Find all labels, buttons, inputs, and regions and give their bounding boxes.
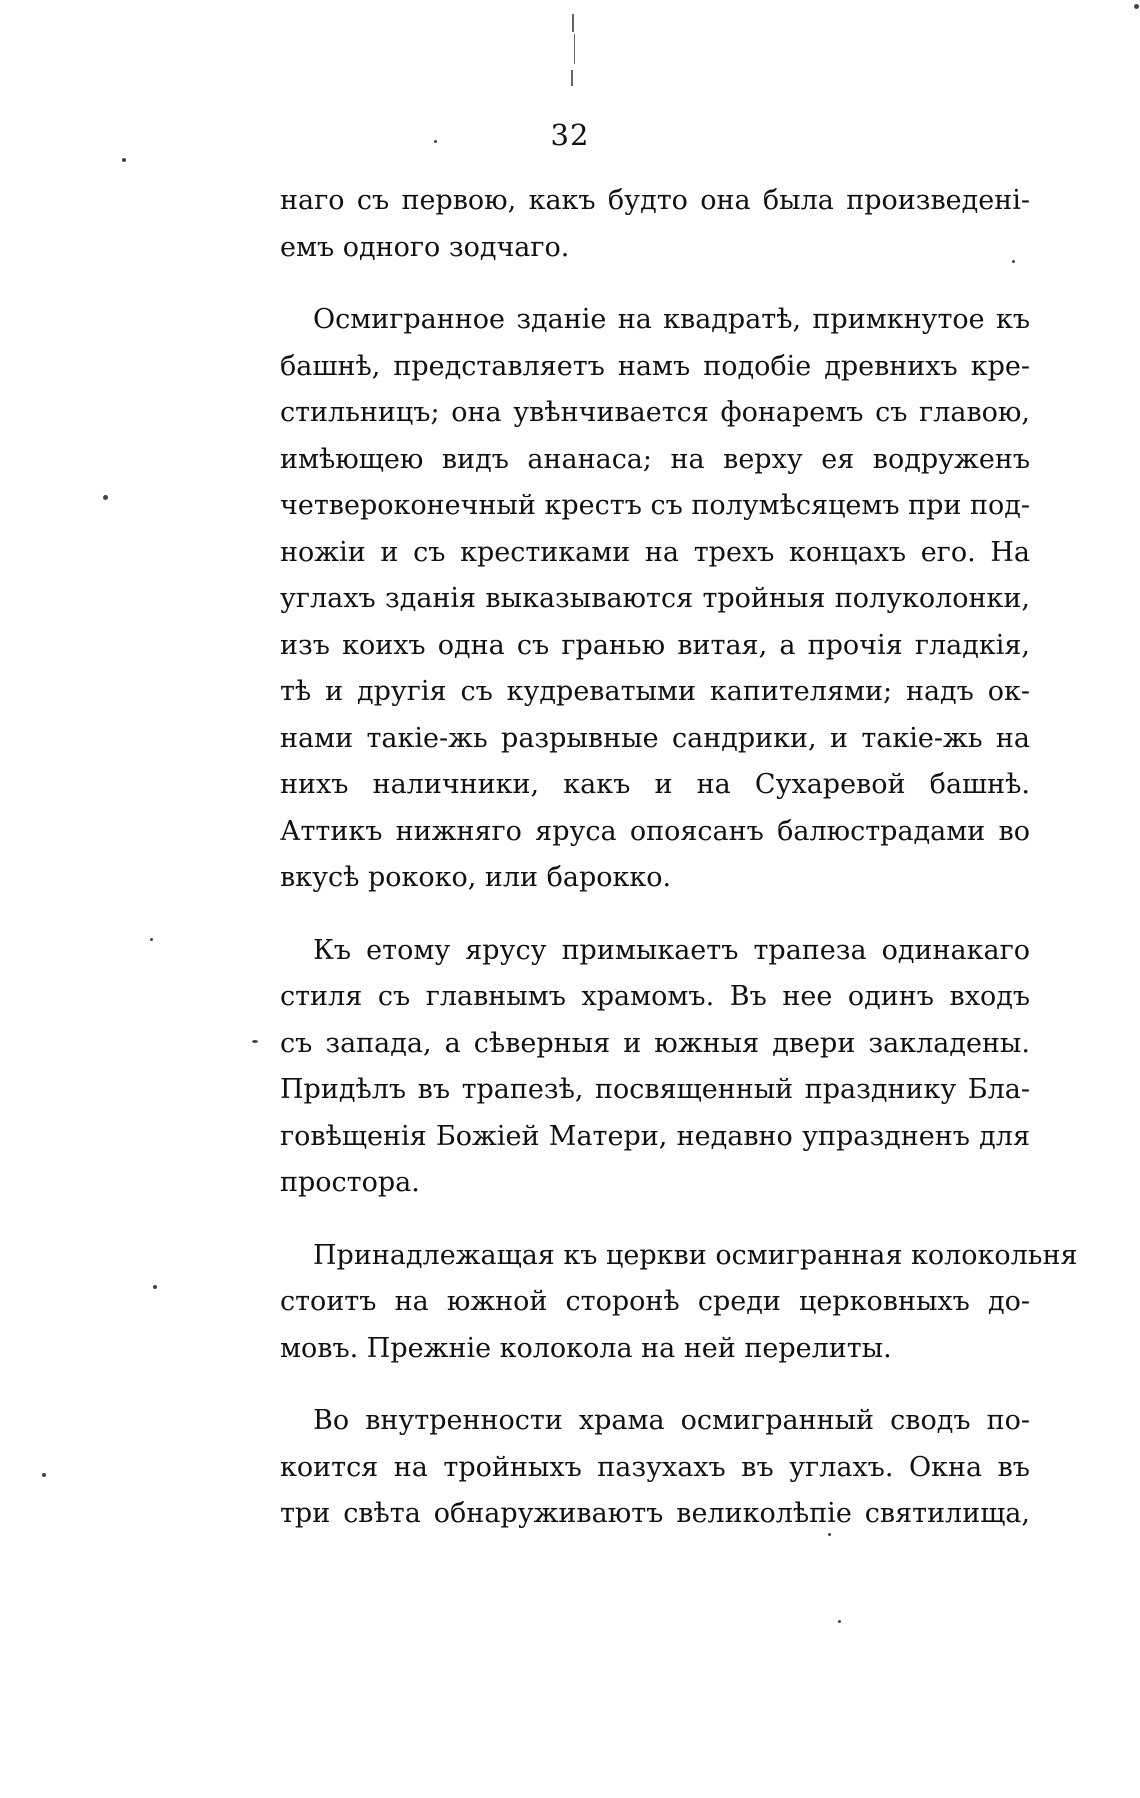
text-line: стиля съ главнымъ храмомъ. Въ нее одинъ входъ	[280, 981, 1030, 1012]
text-line: Аттикъ нижняго яруса опоясанъ балюстрадами во	[280, 815, 1030, 847]
scan-speck	[838, 1620, 841, 1623]
text-line: ножіи и съ крестиками на трехъ концахъ его. На	[280, 536, 1030, 568]
scan-speck	[103, 495, 108, 500]
scan-speck	[150, 938, 153, 941]
scan-speck	[42, 1473, 46, 1477]
scan-speck	[122, 158, 126, 162]
text-line: мовъ. Прежніе колокола на ней перелиты.	[280, 1332, 892, 1364]
scan-artifact	[574, 34, 575, 64]
scan-speck	[1012, 260, 1015, 263]
scan-artifact	[572, 14, 574, 32]
page-number: 32	[550, 118, 590, 152]
text-line: вкусѣ рококо, или барокко.	[280, 862, 672, 893]
text-line: Придѣлъ въ трапезѣ, посвященный празднику Бла-	[280, 1074, 1030, 1105]
text-line: съ запада, а сѣверныя и южныя двери заклaдены.	[280, 1027, 1030, 1059]
text-line: Во внутренности храма осмигранный сводъ по-	[313, 1405, 1030, 1436]
paragraph-2	[280, 297, 1030, 902]
text-line: три свѣта обнаруживаютъ великолѣпіе святилища,	[280, 1498, 1030, 1529]
page-text	[280, 178, 1078, 1564]
scan-artifact	[571, 70, 573, 86]
text-line: коится на тройныхъ пазухахъ въ углахъ. Окна въ	[280, 1451, 1030, 1483]
text-line: изъ коихъ одна съ гранью витая, а прочія гладкія,	[280, 629, 1030, 661]
scan-speck	[434, 140, 437, 143]
text-line: четвероконечный крестъ съ полумѣсяцемъ при под-	[280, 490, 1031, 521]
paragraph-3	[280, 928, 1030, 1207]
text-line: имѣющею видъ ананаса; на верху ея водруженъ	[280, 443, 1030, 475]
text-line: углахъ зданія выказываются тройныя полуколонки,	[280, 583, 1030, 614]
text-line: Къ етому ярусу примыкаетъ трапеза одинакаго	[313, 934, 1030, 966]
text-line: Осмигранное зданіе на квадратѣ, примкнутое къ	[313, 304, 1030, 335]
text-line: наго съ первою, какъ будто она была произведені-	[280, 185, 1030, 216]
scan-speck	[252, 1040, 258, 1043]
text-line: башнѣ, представляетъ намъ подобіе древнихъ кре-	[280, 350, 1030, 382]
text-line: простора.	[280, 1167, 420, 1198]
paragraph-1	[280, 178, 1030, 271]
scan-speck	[828, 1533, 831, 1536]
text-line: стильницъ; она увѣнчивается фонаремъ съ главою,	[280, 397, 1030, 428]
text-line: Принадлежащая къ церкви осмигранная колокольня	[313, 1239, 1078, 1271]
scan-speck	[1134, 4, 1139, 9]
paragraph-4	[280, 1233, 1078, 1373]
paragraph-5	[280, 1398, 1030, 1538]
text-line: емъ одного зодчаго.	[280, 231, 570, 263]
text-line: говѣщенія Божіей Матери, недавно упразднeнъ для	[280, 1120, 1030, 1152]
scan-speck	[153, 1285, 157, 1289]
text-line: нами такіе-жь разрывные сандрики, и такіе-жь на	[280, 722, 1030, 754]
text-line: тѣ и другія съ кудреватыми капителями; надъ ок-	[280, 676, 1030, 707]
text-line: стоитъ на южной сторонѣ среди церковныхъ до-	[280, 1286, 1030, 1317]
text-line: нихъ наличники, какъ и на Сухаревой башнѣ.	[280, 769, 1030, 800]
